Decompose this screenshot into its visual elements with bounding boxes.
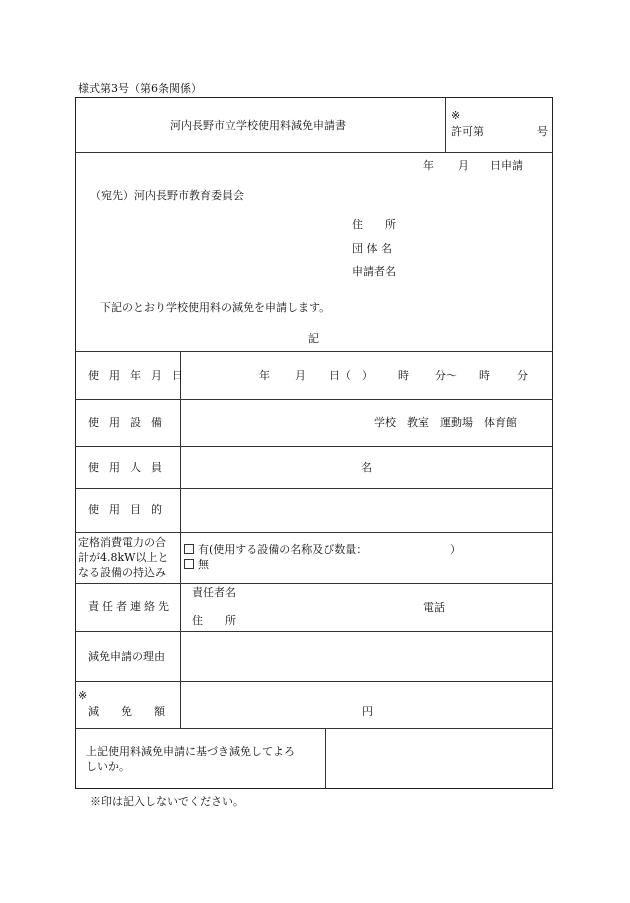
divider: [75, 446, 553, 447]
row-label-power-1: 定格消費電力の合: [78, 536, 166, 549]
contact-address-label: 住 所: [192, 614, 236, 627]
row-label-contact: 責任者連絡先: [88, 600, 172, 613]
row-label-power-2: 計が4.8kW以上と: [78, 551, 169, 564]
permit-suffix: 号: [537, 125, 548, 138]
date-day: 日（ ）: [329, 369, 373, 382]
power-yes-text: 有(使用する設備の名称及び数量：: [198, 543, 368, 556]
date-month: 月: [295, 369, 306, 382]
addressee: （宛先）河内長野市教育委員会: [90, 189, 244, 202]
approval-text-1: 上記使用料減免申請に基づき減免してよろ: [86, 745, 295, 758]
footnote: ※印は記入しないでください。: [90, 795, 244, 808]
application-day: 日申請: [490, 159, 523, 172]
row-label-purpose: 使用目的: [88, 503, 172, 516]
facility-options: 学校 教室 運動場 体育館: [374, 416, 517, 429]
divider: [325, 728, 326, 789]
divider: [75, 728, 553, 729]
divider: [75, 351, 553, 352]
divider: [75, 681, 553, 682]
form-title: 河内長野市立学校使用料減免申請書: [170, 119, 346, 132]
people-unit: 名: [361, 461, 372, 474]
row-label-reason: 減免申請の理由: [88, 650, 165, 663]
date-minute-end: 分: [517, 369, 528, 382]
divider: [75, 631, 553, 632]
permit-label: 許可第: [451, 125, 484, 138]
row-label-date: 使用年月日: [88, 369, 193, 382]
divider: [75, 583, 553, 584]
divider: [75, 488, 553, 489]
power-option-yes-close: ）: [450, 543, 461, 556]
contact-name-label: 責任者名: [192, 586, 236, 599]
address-label: 住 所: [352, 218, 396, 231]
date-year: 年: [259, 369, 270, 382]
row-label-people: 使用人員: [88, 461, 172, 474]
amount-note-mark: ※: [78, 689, 88, 702]
applicant-label: 申請者名: [352, 265, 396, 278]
organization-label: 団 体 名: [352, 242, 392, 255]
divider: [75, 152, 553, 153]
ki-label: 記: [308, 332, 319, 345]
divider: [445, 97, 446, 152]
divider: [75, 532, 553, 533]
form-code: 様式第3号（第6条関係）: [78, 82, 202, 95]
row-label-power-3: なる設備の持込み: [78, 566, 166, 579]
amount-unit: 円: [362, 705, 373, 718]
power-no-text: 無: [198, 558, 209, 571]
approval-text-2: しいか。: [86, 760, 130, 773]
divider: [180, 351, 181, 728]
date-hour-end: 時: [479, 369, 490, 382]
row-label-amount: 減 免 額: [88, 705, 165, 718]
divider: [75, 399, 553, 400]
row-label-facility: 使用設備: [88, 416, 172, 429]
date-minute-start: 分〜: [435, 369, 457, 382]
application-month: 月: [458, 159, 469, 172]
application-year: 年: [423, 159, 434, 172]
note-mark: ※: [451, 109, 461, 122]
date-hour-start: 時: [398, 369, 409, 382]
request-text: 下記のとおり学校使用料の減免を申請します。: [100, 301, 331, 314]
power-option-no: [184, 558, 209, 572]
power-option-yes: [184, 543, 367, 557]
no-checkbox[interactable]: [184, 559, 194, 569]
yes-checkbox[interactable]: [184, 544, 194, 554]
contact-phone-label: 電話: [423, 601, 445, 614]
